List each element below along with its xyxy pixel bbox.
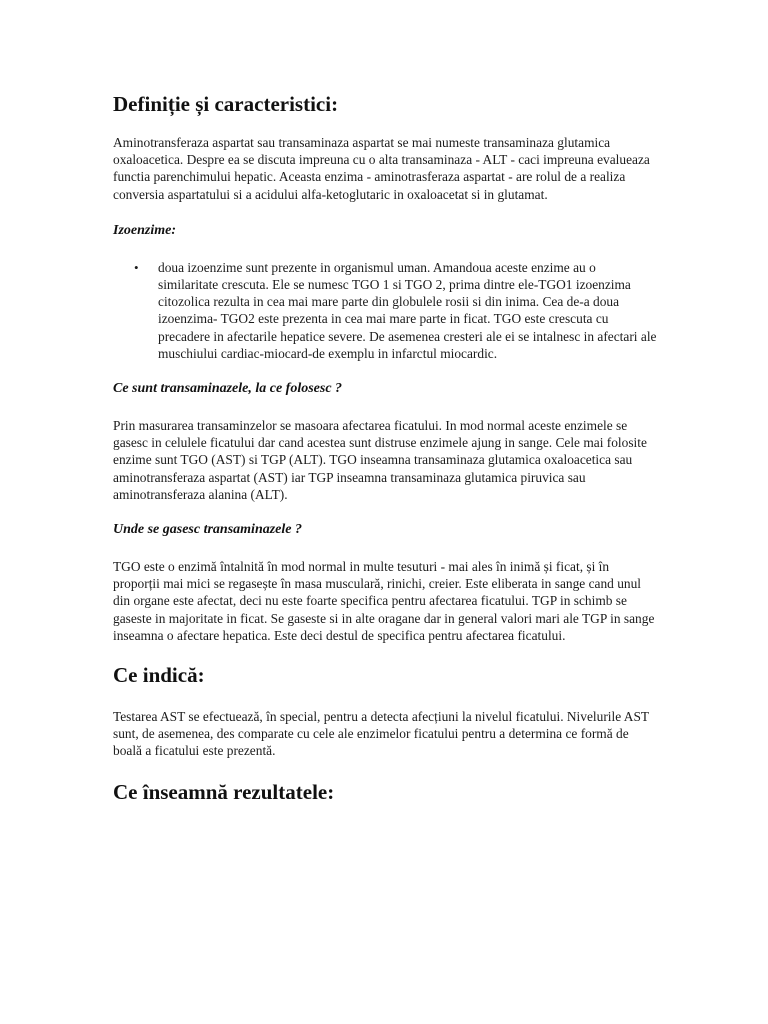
list-item-text: doua izoenzime sunt prezente in organismul uman. Amandoua aceste enzime au o similaritate crescuta. Ele se numesc TGO 1 si TGO 2, prima dintre ele-TGO1 izoenzima citozolica rezulta in cea mai mare parte din globulele rosii si din inima. Cea de-a doua izoenzima- TGO2 este prezenta in cea mai mare parte in ficat. TGO este crescuta cu precadere in afectarile hepatice severe. De asemenea cresteri ale ei se intalnesc in afectari ale muschiului cardiac-miocard-de exemplu in infarctul miocardic. xyxy=(158,259,657,361)
paragraph-what-are-transaminases: Prin masurarea transaminzelor se masoara afectarea ficatului. In mod normal aceste enzimele se gasesc in celulele ficatului dar cand acestea sunt distruse enzimele ajung in sange. Cele mai folosite enzime sunt TGO (AST) si TGP (ALT). TGO inseamna transaminaza glutamica oxaloacetica sau aminotransferaza aspartat (AST) iar TGP inseamna transaminaza glutamica piruvica sau aminotransferaza alanina (ALT). xyxy=(113,418,647,502)
heading-what-are-transaminases: Ce sunt transaminazele, la ce folosesc ? xyxy=(113,381,343,397)
bullet-icon: • xyxy=(134,259,139,275)
paragraph-indication: Testarea AST se efectuează, în special, pentru a detecta afecțiuni la nivelul ficatului. Nivelurile AST sunt, de asemenea, des comparate cu cele ale enzimelor ficatului pentru a determina ce formă de boală a ficatului este prezentă. xyxy=(113,709,649,759)
heading-indication: Ce indică: xyxy=(113,663,205,688)
heading-results: Ce înseamnă rezultatele: xyxy=(113,779,335,804)
heading-where-found: Unde se gasesc transaminazele ? xyxy=(113,522,302,538)
list-item xyxy=(113,259,658,362)
document-content xyxy=(113,90,658,806)
heading-definition: Definiție și caracteristici: xyxy=(113,92,339,116)
isoenzymes-list xyxy=(113,259,658,362)
paragraph-definition: Aminotransferaza aspartat sau transaminaza aspartat se mai numeste transaminaza glutamica oxaloacetica. Despre ea se discuta impreuna cu o alta transaminaza - ALT - caci impreuna evalueaza functia parenchimului hepatic. Aceasta enzima - aminotrasferaza aspartat - are rolul de a realiza conversia aspartatului si a acidului alfa-ketoglutaric in oxaloacetat si in glutamat. xyxy=(113,135,650,202)
paragraph-where-found: TGO este o enzimă întalnită în mod normal in multe tesuturi - mai ales în inimă și ficat, și în proporții mai mici se regasește în masa musculară, rinichi, creier. Este eliberata in sange cand unul din organe este afectat, deci nu este foarte specifica pentru afectarea ficatului. TGP in schimb se gaseste in majoritate in ficat. Se gaseste si in alte oragane dar in general valori mari ale TGP in sange inseamna o afectare hepatica. Este deci destul de specifica pentru afectarea ficatului. xyxy=(113,559,655,643)
heading-isoenzymes: Izoenzime: xyxy=(113,222,176,238)
